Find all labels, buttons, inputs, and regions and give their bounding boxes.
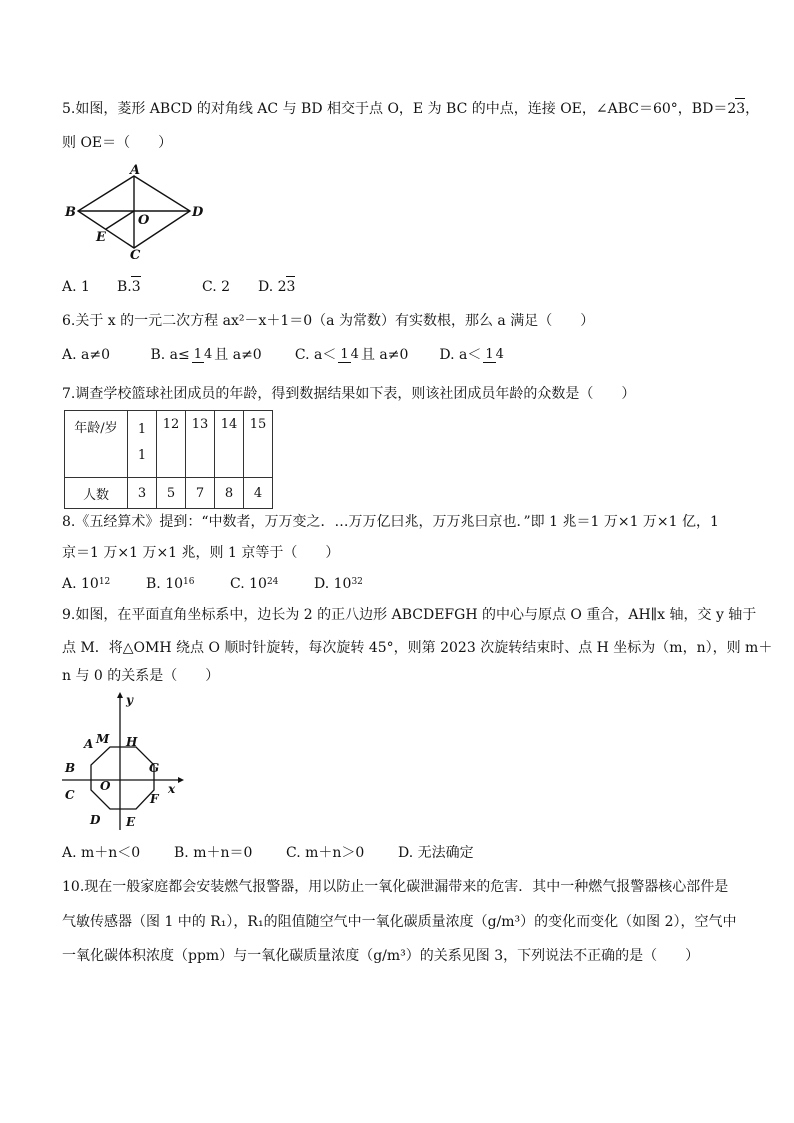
table-cell-count: 8: [215, 478, 244, 509]
q6-option-c-text: C. a＜: [294, 347, 337, 363]
q10-stem-line2: 气敏传感器（图 1 中的 R₁），R₁的阻值随空气中一氧化碳质量浓度（g/m³）的变化而变化（如图 2），空气中: [62, 914, 737, 930]
q8-option-b-exponent: 16: [183, 577, 195, 587]
q5-option-d: [258, 276, 295, 297]
q8-option-d: [314, 574, 363, 594]
q8-option-a-exponent: 12: [98, 577, 111, 587]
q8-option-c-base: C. 10: [230, 576, 267, 592]
q6-option-b-numerator: 1: [193, 346, 202, 362]
q6-option-c-numerator: 1: [340, 346, 349, 362]
q8-stem-line2: 京＝1 万×1 万×1 兆，则 1 京等于（ ）: [62, 545, 340, 561]
q9-stem-line1: 9.如图，在平面直角坐标系中，边长为 2 的正八边形 ABCDEFGH 的中心与原点 O 重合，AH∥x 轴，交 y 轴于: [62, 607, 757, 623]
q8-option-a-base: A. 10: [62, 576, 99, 592]
label-g: G: [149, 761, 160, 775]
table-cell-count: 3: [128, 478, 157, 509]
q6-stem: 6.关于 x 的一元二次方程 ax²－x＋1＝0（a 为常数）有实数根，那么 a 满足（ ）: [62, 313, 595, 329]
q8-options: [62, 574, 363, 594]
q5-option-d-radical: 3: [286, 276, 296, 297]
table-row: [65, 478, 273, 509]
q10-stem-line3: 一氧化碳体积浓度（ppm）与一氧化碳质量浓度（g/m³）的关系见图 3，下列说法不正确的是（ ）: [62, 948, 700, 964]
table-cell-age: [128, 411, 157, 478]
q5-stem-end: ，: [745, 101, 760, 117]
q8-option-b: [146, 574, 230, 594]
label-x: x: [168, 782, 176, 796]
q8-option-d-exponent: 32: [351, 577, 363, 587]
table-cell-count: 7: [186, 478, 215, 509]
q6-option-d-denominator: 4: [495, 346, 504, 362]
q8-stem-line1: 8.《五经算术》提到：“中数者，万万变之．…万万亿曰兆，万万兆曰京也．”即 1 兆＝1 万×1 万×1 亿，1: [62, 514, 719, 530]
q5-option-b-radical: 3: [131, 276, 141, 297]
q9-option-b: B. m＋n＝0: [174, 845, 253, 861]
q5-option-b-text: B.: [117, 279, 132, 295]
table-cell-age: 12: [157, 411, 186, 478]
q7-age-table: [64, 410, 273, 509]
q6-option-b-tail: 且 a≠0: [214, 347, 262, 363]
q8-option-c-exponent: 24: [266, 577, 279, 587]
label-b: B: [65, 761, 76, 775]
q9-option-d: D. 无法确定: [398, 845, 474, 861]
label-d: D: [192, 205, 204, 220]
table-row: [65, 411, 273, 478]
q9-stem-line3: n 与 0 的关系是（ ）: [62, 668, 220, 684]
q6-option-c: [295, 345, 435, 365]
q6-option-b-fraction: [192, 348, 213, 363]
table-cell-age: 13: [186, 411, 215, 478]
q6-options: [62, 345, 506, 365]
label-o: O: [100, 779, 111, 793]
q6-option-a: A. a≠0: [62, 347, 110, 363]
q5-options: [62, 276, 295, 297]
label-y: y: [126, 693, 133, 707]
table-header-count: 人数: [65, 478, 128, 509]
table-cell-age-line1: 1: [137, 422, 147, 437]
table-header-age: 年龄/岁: [65, 411, 128, 478]
q9-options: [62, 843, 474, 863]
label-h: H: [126, 735, 138, 749]
table-cell-age: 14: [215, 411, 244, 478]
q6-option-c-denominator: 4: [350, 346, 359, 362]
label-e: E: [126, 815, 136, 829]
segment-oe: [106, 211, 134, 229]
label-a: A: [130, 163, 141, 178]
label-o: O: [138, 213, 150, 228]
q5-stem-radical: 3: [735, 98, 745, 119]
x-axis-arrow-icon: [178, 777, 184, 783]
q7-stem: 7.调查学校篮球社团成员的年龄，得到数据结果如下表，则该社团成员年龄的众数是（ ）: [62, 386, 636, 402]
q6-option-c-fraction: [338, 348, 359, 363]
q6-option-b: [150, 345, 290, 365]
q9-option-a: A. m＋n＜0: [62, 845, 141, 861]
label-c: C: [65, 788, 75, 802]
label-c: C: [130, 248, 141, 260]
label-b: B: [65, 205, 76, 220]
q8-option-d-base: D. 10: [314, 576, 352, 592]
label-a: A: [84, 737, 94, 751]
table-cell-age: 15: [244, 411, 273, 478]
octagon-abcdefgh: [91, 747, 154, 809]
q8-option-a: [62, 574, 146, 594]
q9-stem-line2: 点 M．将△OMH 绕点 O 顺时针旋转，每次旋转 45°，则第 2023 次旋转结束时、点 H 坐标为（m，n），则 m＋: [62, 640, 773, 656]
label-d: D: [90, 813, 101, 827]
table-cell-age-line2: 1: [137, 448, 147, 463]
q5-option-d-text: D. 2: [258, 279, 287, 295]
q8-option-b-base: B. 10: [146, 576, 184, 592]
q5-stem-text: 5.如图，菱形 ABCD 的对角线 AC 与 BD 相交于点 O，E 为 BC 的中点，连接 OE，∠ABC＝60°，BD＝2: [62, 101, 737, 117]
q6-option-d-numerator: 1: [485, 346, 494, 362]
q9-option-c: C. m＋n＞0: [286, 845, 365, 861]
q6-option-c-tail: 且 a≠0: [360, 347, 409, 363]
q6-option-b-denominator: 4: [204, 346, 213, 362]
label-m: M: [96, 732, 110, 746]
table-cell-count: 4: [244, 478, 273, 509]
q5-option-b: [117, 276, 202, 297]
q5-option-c: C. 2: [202, 279, 231, 295]
q6-option-b-text: B. a≤: [150, 347, 190, 363]
q9-octagon-figure: [58, 692, 188, 832]
q6-option-d-fraction: [483, 348, 504, 363]
q5-rhombus-figure: [60, 160, 210, 260]
table-cell-count: 5: [157, 478, 186, 509]
q6-option-d-text: D. a＜: [439, 347, 482, 363]
q5-option-a: A. 1: [62, 279, 90, 295]
y-axis-arrow-icon: [117, 692, 123, 698]
label-e: E: [96, 230, 106, 245]
label-f: F: [150, 792, 159, 806]
q5-stem-line1: [62, 98, 759, 119]
q8-option-c: [230, 574, 314, 594]
q5-stem-line2: 则 OE＝（ ）: [62, 135, 173, 151]
q10-stem-line1: 10.现在一般家庭都会安装燃气报警器，用以防止一氧化碳泄漏带来的危害．其中一种燃气报警器核心部件是: [62, 879, 729, 895]
q6-option-d: [439, 345, 506, 365]
